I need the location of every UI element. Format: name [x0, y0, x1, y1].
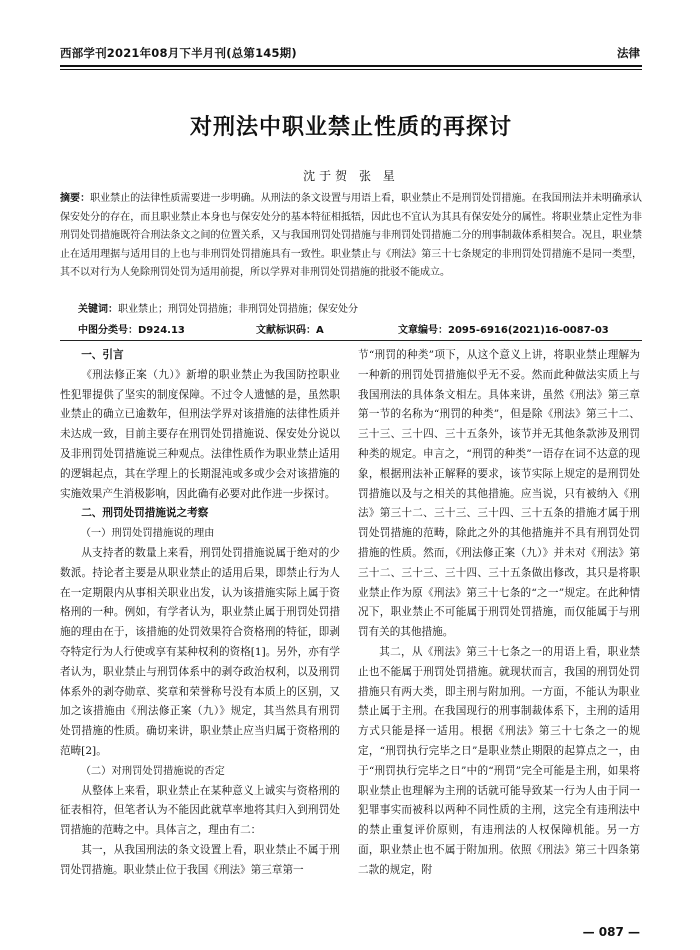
- running-header: [60, 41, 640, 63]
- section-label: 法律: [617, 46, 640, 60]
- authors: 沈于贺 张 星: [303, 169, 399, 183]
- section-heading-2: 二、刑罚处罚措施说之考察: [81, 507, 209, 520]
- paragraph: 其一，从我国刑法的条文设置上看，职业禁止不属于刑罚处罚措施。职业禁止位于我国《刑法》第三章第一: [60, 843, 340, 876]
- keywords: [78, 300, 642, 315]
- paragraph: 《刑法修正案（九）》新增的职业禁止为我国防控职业性犯罪提供了坚实的制度保障。不过令人遗憾的是，虽然职业禁止的确立已逾数年，但刑法学界对该措施的法律性质并未达成一致，目前主要存在刑罚处罚措施说、保安处分说以及非刑罚处罚措施说三种观点。法律性质作为职业禁止适用的逻辑起点，其在学理上的长期混沌或多或少会对该措施的实施效果产生消极影响，因此确有必要对此作进一步探讨。: [60, 368, 340, 500]
- header-rule-thin: [60, 69, 642, 70]
- clc-number: 中图分类号：D924.13: [78, 325, 185, 336]
- left-column: [60, 346, 340, 881]
- paragraph: 节“刑罚的种类”项下，从这个意义上讲，将职业禁止理解为一种新的刑罚处罚措施似乎无不妥。然而此种做法实质上与我国刑法的具体条文相左。具体来讲，虽然《刑法》第三章第一节的名称为“刑罚的种类”，但是除《刑法》第三十二、三十三、三十四、三十五条外，该节并无其他条款涉及刑罚种类的规定。申言之，“刑罚的种类”一语存在词不达意的现象，根据刑法补正解释的要求，该节实际上规定的是刑罚处罚措施以及与之相关的其他措施。应当说，只有被纳入《刑法》第三十二、三十三、三十四、三十五条的措施才属于刑罚处罚措施的范畴，除此之外的其他措施并不具有刑罚处罚措施的性质。然而，《刑法修正案（九）》并未对《刑法》第三十二、三十三、三十四、三十五条做出修改，其只是将职业禁止作为原《刑法》第三十七条的“之一”规定。在此种情况下，职业禁止不可能属于刑罚处罚措施，而仅能属于与刑罚有关的其他措施。: [358, 349, 640, 639]
- keywords-label: 关键词：: [78, 304, 118, 315]
- section-heading-intro: 一、引言: [81, 349, 124, 361]
- document-code: 文献标识码：A: [256, 325, 324, 336]
- header-rule: [60, 65, 642, 67]
- section-rule: [60, 340, 642, 341]
- subsection-heading-1: （一）刑罚处罚措施说的理由: [80, 527, 215, 540]
- subsection-heading-2: （二）对刑罚处罚措施说的否定: [80, 764, 225, 777]
- abstract-text: 职业禁止的法律性质需要进一步明确。从刑法的条文设置与用语上看，职业禁止不是刑罚处罚措施。在我国刑法并未明确承认保安处分的存在，而且职业禁止本身也与保安处分的基本特征相抵牾，因此也不宜认为其具有保安处分的属性。将职业禁止定性为非刑罚处罚措施既符合刑法条文之间的位置关系，又与我国刑罚处罚措施与非刑罚处罚措施二分的刑事制裁体系相契合。况且，职业禁止在适用理据与适用目的上也与非刑罚处罚措施具有一致性。职业禁止与《刑法》第三十七条规定的非刑罚处罚措施不是同一类型，其不以对行为人免除刑罚处罚为适用前提，所以学界对非刑罚处罚措施的批驳不能成立。: [60, 193, 643, 278]
- paragraph: 其二，从《刑法》第三十七条之一的用语上看，职业禁止也不能属于刑罚处罚措施。就现状而言，我国的刑罚处罚措施只有两大类，即主刑与附加刑。一方面，不能认为职业禁止属于主刑。在我国现行的刑事制裁体系下，主刑的适用方式只能是择一适用。根据《刑法》第三十七条之一的规定，“刑罚执行完毕之日”是职业禁止期限的起算点之一，由于“刑罚执行完毕之日”中的“刑罚”完全可能是主刑，如果将职业禁止也理解为主刑的话就可能导致某一行为人由于同一犯罪事实而被科以两种不同性质的主刑，这完全有违刑法中的禁止重复评价原则，有违刑法的人权保障机能。另一方面，职业禁止也不属于附加刑。依照《刑法》第三十四条第二款的规定，附: [358, 645, 640, 876]
- keywords-text: 职业禁止；刑罚处罚措施；非刑罚处罚措施；保安处分: [118, 304, 358, 315]
- paragraph: 从支持者的数量上来看，刑罚处罚措施说属于绝对的少数派。持论者主要是从职业禁止的适用后果，即禁止行为人在一定期限内从事相关职业出发，认为该措施实际上属于资格刑的一种。例如，有学者认为，职业禁止属于刑罚处罚措施的理由在于，该措施的处罚效果符合资格刑的特征，即剥夺特定行为人行使或享有某种权利的资格[1]。另外，亦有学者认为，职业禁止与刑罚体系中的剥夺政治权利，以及刑罚体系外的剥夺勋章、奖章和荣誉称号没有本质上的区别，又加之该措施由《刑法修正案（九）》规定，其当然具有刑罚处罚措施的性质。确切来讲，职业禁止应当归属于资格刑的范畴[2]。: [60, 546, 340, 757]
- paragraph: 从整体上来看，职业禁止在某种意义上诚实与资格刑的征表相符，但笔者认为不能因此就草率地将其归入到刑罚处罚措施的范畴之中。具体言之，理由有二：: [60, 784, 340, 837]
- abstract: [60, 190, 642, 283]
- page-number: — 087 —: [582, 925, 640, 939]
- abstract-label: 摘要：: [60, 193, 91, 204]
- article-title: 对刑法中职业禁止性质的再探讨: [189, 115, 512, 140]
- right-column: [358, 346, 640, 881]
- article-number: 文章编号：2095-6916(2021)16-0087-03: [398, 325, 609, 336]
- journal-issue-label: 西部学刊2021年08月下半月刊(总第145期): [60, 46, 297, 60]
